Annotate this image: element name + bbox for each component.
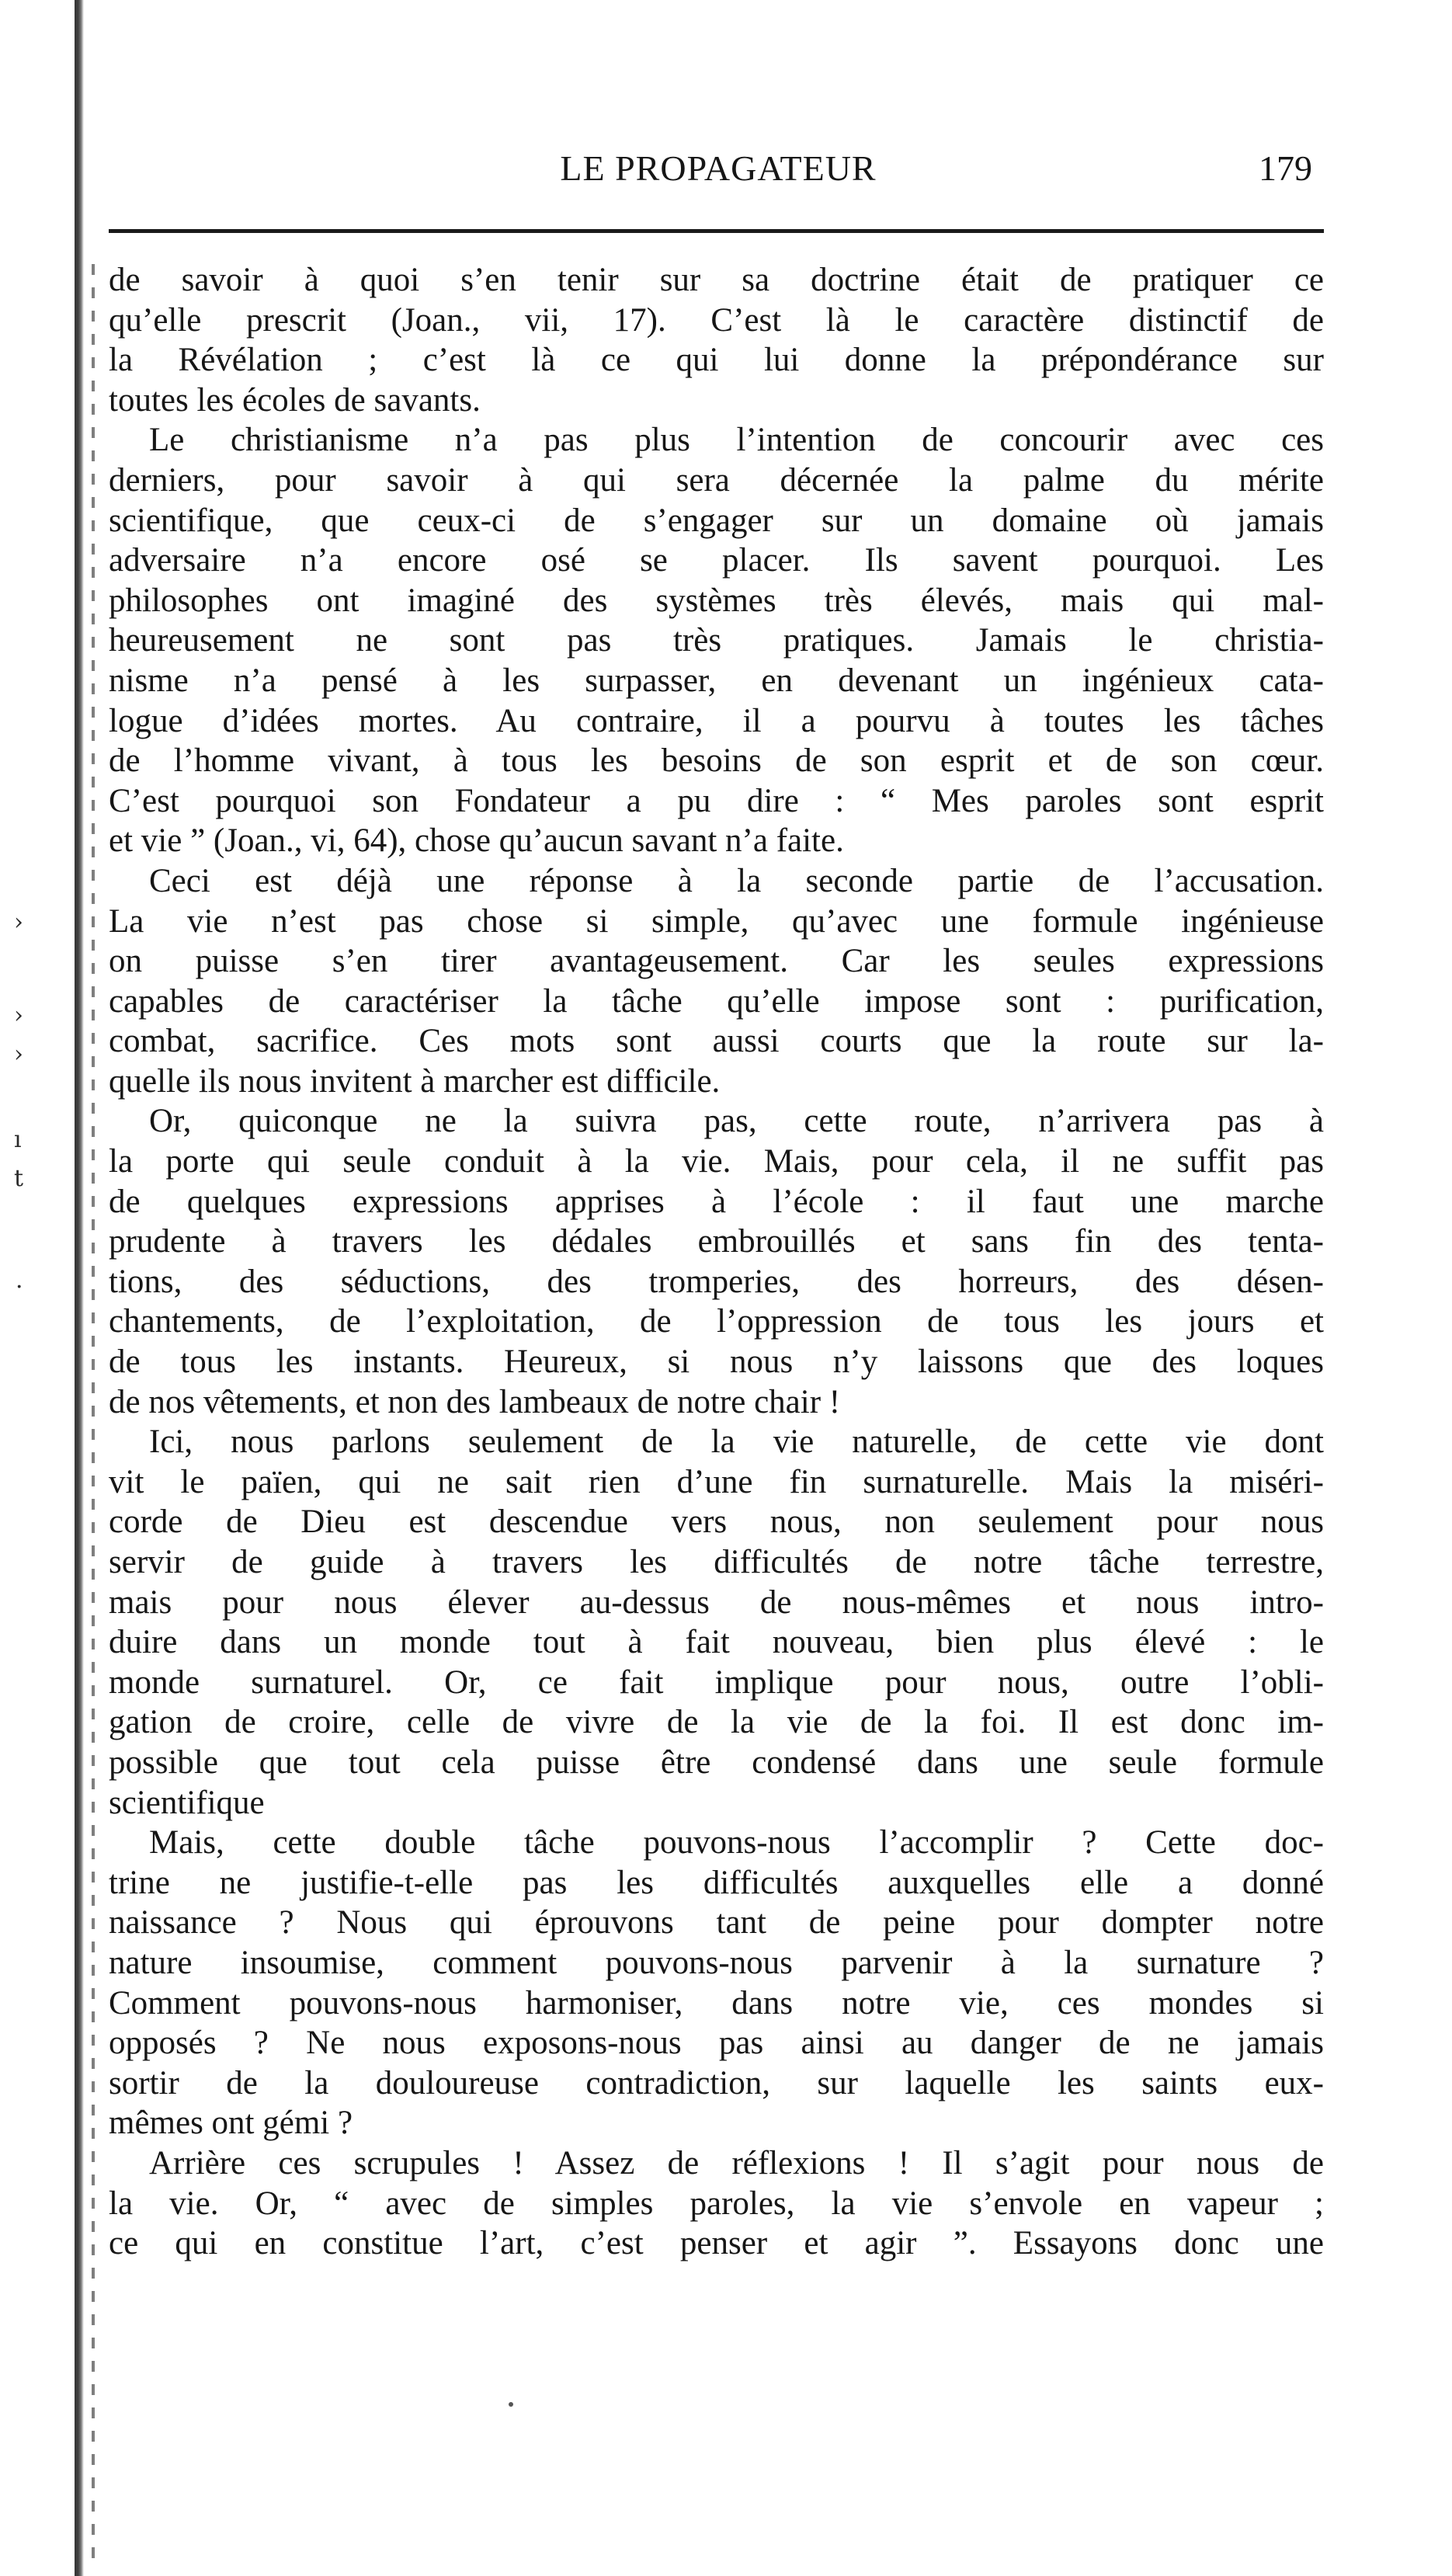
margin-mark: › xyxy=(14,1041,23,1068)
text-line: prudente à travers les dédales embrouillés et sans fin des tenta- xyxy=(109,1223,1324,1260)
text-line: Arrière ces scrupules ! Assez de réflexions ! Il s’agit pour nous de xyxy=(149,2144,1324,2181)
text-line: de tous les instants. Heureux, si nous n’y laissons que des loques xyxy=(109,1344,1324,1381)
text-line: tions, des séductions, des tromperies, des horreurs, des désen- xyxy=(109,1263,1324,1300)
text-line: scientifique, que ceux-ci de s’engager sur un domaine où jamais xyxy=(109,502,1324,539)
margin-mark: › xyxy=(14,909,23,936)
text-line: qu’elle prescrit (Joan., vii, 17). C’est là le caractère distinctif de xyxy=(109,301,1324,339)
binding-gutter-marks xyxy=(92,264,95,2563)
text-line: sortir de la douloureuse contradiction, sur laquelle les saints eux- xyxy=(109,2064,1324,2101)
text-line: la Révélation ; c’est là ce qui lui donne la prépondérance sur xyxy=(109,342,1324,379)
running-head: LE PROPAGATEUR xyxy=(560,148,877,188)
text-line: de l’homme vivant, à tous les besoins de son esprit et de son cœur. xyxy=(109,742,1324,780)
text-line: la vie. Or, “ avec de simples paroles, la vie s’envole en vapeur ; xyxy=(109,2185,1324,2222)
text-line: on puisse s’en tirer avantageusement. Car les seules expressions xyxy=(109,943,1324,980)
page-number: 179 xyxy=(1259,148,1312,188)
text-line: Or, quiconque ne la suivra pas, cette route, n’arrivera pas à xyxy=(149,1103,1324,1140)
margin-mark: ı xyxy=(14,1126,22,1153)
text-line: philosophes ont imaginé des systèmes très élevés, mais qui mal- xyxy=(109,582,1324,619)
text-line: possible que tout cela puisse être condensé dans une seule formule xyxy=(109,1743,1324,1781)
text-line: de quelques expressions apprises à l’école : il faut une marche xyxy=(109,1183,1324,1220)
text-line: gation de croire, celle de vivre de la vie de la foi. Il est donc im- xyxy=(109,1704,1324,1741)
header-rule xyxy=(109,229,1324,233)
margin-mark: t xyxy=(14,1165,24,1192)
page-header xyxy=(124,148,1312,194)
margin-mark: · xyxy=(16,1274,23,1301)
text-line: chantements, de l’exploitation, de l’oppression de tous les jours et xyxy=(109,1303,1324,1340)
text-line: La vie n’est pas chose si simple, qu’avec une formule ingénieuse xyxy=(109,902,1324,940)
text-line: et vie ” (Joan., vi, 64), chose qu’aucun savant n’a faite. xyxy=(109,822,844,860)
text-line: la porte qui seule conduit à la vie. Mais, pour cela, il ne suffit pas xyxy=(109,1143,1324,1180)
text-line: de nos vêtements, et non des lambeaux de notre chair ! xyxy=(109,1383,841,1420)
binding-edge xyxy=(75,0,84,2576)
text-line: naissance ? Nous qui éprouvons tant de peine pour dompter notre xyxy=(109,1904,1324,1942)
text-line: corde de Dieu est descendue vers nous, non seulement pour nous xyxy=(109,1504,1324,1541)
text-line: ce qui en constitue l’art, c’est penser et agir ”. Essayons donc une xyxy=(109,2225,1324,2262)
text-line: heureusement ne sont pas très pratiques. Jamais le christia- xyxy=(109,622,1324,659)
text-line: mêmes ont gémi ? xyxy=(109,2105,353,2142)
text-line: C’est pourquoi son Fondateur a pu dire : “ Mes paroles sont esprit xyxy=(109,782,1324,819)
text-line: Le christianisme n’a pas plus l’intention de concourir avec ces xyxy=(149,422,1324,459)
text-line: derniers, pour savoir à qui sera décernée la palme du mérite xyxy=(109,461,1324,499)
body-text xyxy=(109,260,1324,2264)
text-line: duire dans un monde tout à fait nouveau, bien plus élevé : le xyxy=(109,1624,1324,1661)
text-line: monde surnaturel. Or, ce fait implique pour nous, outre l’obli- xyxy=(109,1663,1324,1701)
text-line: quelle ils nous invitent à marcher est difficile. xyxy=(109,1062,721,1100)
text-line: trine ne justifie-t-elle pas les difficultés auxquelles elle a donné xyxy=(109,1864,1324,1901)
left-margin-marks xyxy=(0,0,70,2576)
text-line: Ici, nous parlons seulement de la vie naturelle, de cette vie dont xyxy=(149,1424,1324,1461)
text-line: logue d’idées mortes. Au contraire, il a pourvu à toutes les tâches xyxy=(109,702,1324,739)
text-line: servir de guide à travers les difficultés de notre tâche terrestre, xyxy=(109,1544,1324,1580)
text-line: Mais, cette double tâche pouvons-nous l’accomplir ? Cette doc- xyxy=(149,1824,1324,1862)
text-line: Ceci est déjà une réponse à la seconde partie de l’accusation. xyxy=(149,862,1324,899)
text-line: vit le païen, qui ne sait rien d’une fin surnaturelle. Mais la miséri- xyxy=(109,1463,1324,1500)
text-line: nisme n’a pensé à les surpasser, en devenant un ingénieux cata- xyxy=(109,662,1324,699)
text-line: scientifique xyxy=(109,1784,265,1821)
page-speck xyxy=(509,2402,513,2407)
text-line: opposés ? Ne nous exposons-nous pas ainsi au danger de ne jamais xyxy=(109,2025,1324,2062)
text-line: capables de caractériser la tâche qu’elle impose sont : purification, xyxy=(109,982,1324,1020)
text-line: Comment pouvons-nous harmoniser, dans notre vie, ces mondes si xyxy=(109,1984,1324,2022)
text-line: de savoir à quoi s’en tenir sur sa doctrine était de pratiquer ce xyxy=(109,262,1324,298)
text-line: combat, sacrifice. Ces mots sont aussi courts que la route sur la- xyxy=(109,1023,1324,1060)
text-line: adversaire n’a encore osé se placer. Ils savent pourquoi. Les xyxy=(109,542,1324,579)
margin-mark: › xyxy=(14,1002,23,1029)
text-line: nature insoumise, comment pouvons-nous parvenir à la surnature ? xyxy=(109,1944,1324,1981)
text-line: toutes les écoles de savants. xyxy=(109,381,481,419)
text-line: mais pour nous élever au-dessus de nous-mêmes et nous intro- xyxy=(109,1583,1324,1621)
